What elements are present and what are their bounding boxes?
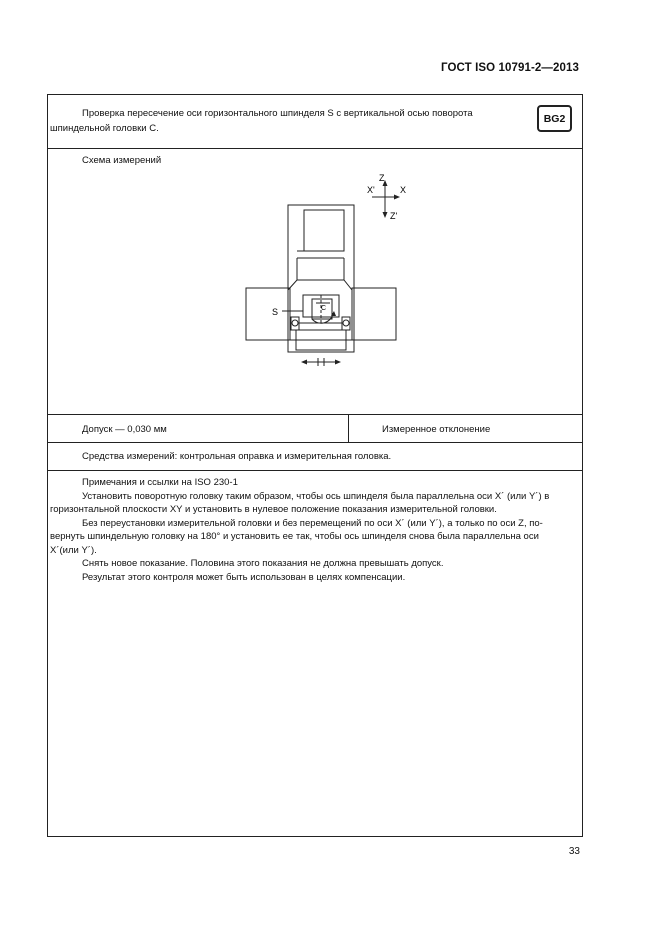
rotation-arc (312, 313, 333, 323)
standard-header: ГОСТ ISO 10791-2—2013 (441, 62, 579, 74)
row-divider (48, 148, 582, 149)
axis-arrowhead-right (394, 195, 400, 200)
notes-p2-line1: Без переустановки измерительной головки и без перемещений по оси X´ (или Y´), а только по оси Z, по- (82, 517, 543, 529)
measured-deviation-label: Измеренное отклонение (382, 424, 491, 435)
notes-p3: Снять новое показание. Половина этого показания не должна превышать допуск. (82, 558, 444, 569)
left-arm (246, 288, 290, 340)
check-title-line2: шпиндельной головки С. (50, 123, 159, 134)
column-inner-block (304, 210, 344, 251)
axis-z-prime-label: Z' (390, 211, 398, 221)
notes-block (50, 471, 580, 584)
axis-c-label: C (321, 305, 327, 312)
right-arm (352, 288, 396, 340)
diagram-label: Схема измерений (82, 155, 162, 166)
notes-p2-line3: X´(или Y´). (50, 544, 97, 556)
notes-p2-line2: вернуть шпиндельную головку на 180° и установить ее так, чтобы ось шпинделя снова была параллельна оси (50, 531, 539, 542)
page-number: 33 (568, 846, 580, 857)
notes-p4: Результат этого контроля может быть использован в целях компенсации. (82, 571, 406, 583)
gauge-right (343, 320, 349, 326)
row-divider (48, 442, 582, 443)
instruments-text: Средства измерений: контрольная оправка и измерительная головка. (82, 451, 392, 462)
notes-p1-line1: Установить поворотную головку таким образом, чтобы ось шпинделя была параллельна оси X´ (или Y´) в (82, 490, 550, 502)
spindle-head-housing (288, 280, 352, 340)
check-title-line1: Проверка пересечение оси горизонтального шпинделя S с вертикальной осью поворота (82, 108, 473, 119)
check-code-badge: BG2 (537, 105, 572, 132)
measurement-diagram (48, 155, 584, 455)
tolerance-value: Допуск — 0,030 мм (82, 424, 167, 435)
notes-heading: Примечания и ссылки на ISO 230-1 (82, 477, 238, 488)
axis-x-prime-label: X' (367, 185, 375, 195)
axis-arrowhead-down (383, 212, 388, 218)
axis-z-label: Z (379, 173, 385, 183)
gauge-left (292, 320, 298, 326)
check-sheet-frame (47, 94, 583, 837)
row-divider (48, 414, 582, 415)
axis-x-label: X (400, 185, 407, 195)
spindle-s-label: S (272, 307, 279, 317)
column-divider (348, 414, 349, 442)
notes-p1-line2: горизонтальной плоскости XY и установить в нулевое положение показания измерительной головки. (50, 504, 497, 515)
